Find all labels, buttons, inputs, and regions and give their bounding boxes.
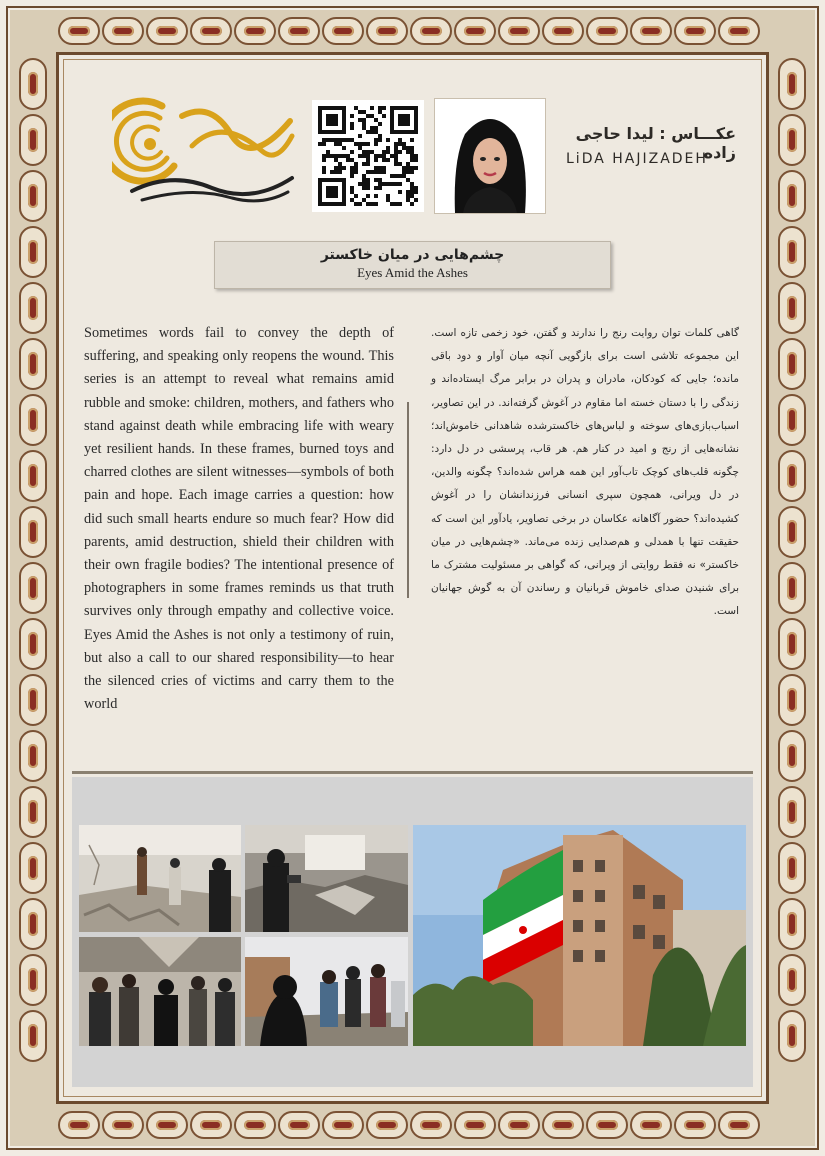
ornament-cartouche bbox=[778, 562, 806, 614]
ornament-cartouche bbox=[19, 842, 47, 894]
ornament-cartouche bbox=[778, 506, 806, 558]
ornament-cartouche bbox=[19, 338, 47, 390]
ornament-cartouche bbox=[778, 58, 806, 110]
ornament-cartouche bbox=[542, 1111, 584, 1139]
ornament-cartouche bbox=[718, 1111, 760, 1139]
ornament-cartouche bbox=[778, 730, 806, 782]
ornament-cartouche bbox=[778, 338, 806, 390]
ornament-cartouche bbox=[778, 226, 806, 278]
ornament-cartouche bbox=[498, 1111, 540, 1139]
photo-crowd-street bbox=[79, 937, 241, 1046]
ornament-cartouche bbox=[674, 1111, 716, 1139]
photo-interior-damage bbox=[79, 825, 241, 932]
column-divider bbox=[407, 402, 409, 598]
ornament-cartouche bbox=[19, 954, 47, 1006]
ornament-cartouche bbox=[366, 17, 408, 45]
photo-building-flag bbox=[413, 825, 746, 1046]
photo-rubble-room bbox=[245, 825, 408, 932]
ornament-cartouche bbox=[778, 1010, 806, 1062]
ornament-cartouche bbox=[19, 506, 47, 558]
ornament-cartouche bbox=[19, 562, 47, 614]
ornament-cartouche bbox=[58, 1111, 100, 1139]
ornament-cartouche bbox=[19, 282, 47, 334]
ornament-cartouche bbox=[778, 170, 806, 222]
ornament-cartouche bbox=[322, 1111, 364, 1139]
ornament-cartouche bbox=[19, 618, 47, 670]
body-text-en: Sometimes words fail to convey the depth of suffering, and speaking only reopens the wound. This series is an attempt to reveal what remains amid rubble and smoke: children, mothers, and fathers who stand against death while embracing life with weary yet resilient hands. In these frames, burned toys and charred clothes are silent witnesses—symbols of both pain and hope. Each image carries a question: how did such small hearts endure so much fear? How did parents, amid destruction, shield their children with their own fragile bodies? The intentional presence of photographers in some frames reminds us that truth survives only through empathy and collective voice. Eyes Amid the Ashes is not only a testimony of ruin, but also a call to our shared responsibility—to hear the silenced cries of victims and carry them to the world bbox=[84, 325, 394, 713]
ornament-cartouche bbox=[278, 1111, 320, 1139]
ornament-cartouche bbox=[542, 17, 584, 45]
ornament-cartouche bbox=[19, 674, 47, 726]
ornament-cartouche bbox=[778, 954, 806, 1006]
border-ornament-bottom bbox=[58, 1111, 760, 1139]
ornament-cartouche bbox=[778, 842, 806, 894]
ornament-cartouche bbox=[19, 394, 47, 446]
ornament-cartouche bbox=[19, 730, 47, 782]
title-en: Eyes Amid the Ashes bbox=[357, 265, 468, 280]
ornament-cartouche bbox=[19, 114, 47, 166]
ornament-cartouche bbox=[410, 1111, 452, 1139]
photographer-name-fa: عکـــاس : لیدا حاجی زاده bbox=[575, 124, 736, 162]
ornament-cartouche bbox=[19, 226, 47, 278]
ornament-cartouche bbox=[19, 58, 47, 110]
ornament-cartouche bbox=[19, 1010, 47, 1062]
ornament-cartouche bbox=[19, 170, 47, 222]
ornament-cartouche bbox=[278, 17, 320, 45]
ornament-cartouche bbox=[586, 17, 628, 45]
photographer-portrait bbox=[434, 98, 546, 214]
ornament-cartouche bbox=[102, 1111, 144, 1139]
title-box bbox=[214, 241, 611, 289]
body-text-fa: گاهی کلمات توان روایت رنج را ندارند و گفتن، خود زخمی تازه است. این مجموعه تلاشی است برای بازگویی آنچه میان آوار و دود باقی مانده؛ جایی که کودکان، مادران و پدران در برابر مرگ ایستاده‌اند و زندگی را با دستان خسته اما مقاوم در آغوش گرفته‌اند. در این تصاویر، اسباب‌بازی‌های سوخته و لباس‌های خاکسترشده شاهدانی خاموش‌اند؛ نشانه‌هایی از رنج و امید در کنار هم. هر قاب، پرسشی در دل دارد: چگونه قلب‌های کوچک تاب‌آور این همه هراس شده‌اند؟ چگونه والدین، در دل ویرانی، همچون سپری انسانی فرزندانشان را در آغوش کشیده‌اند؟ حضور آگاهانه عکاسان در برخی تصاویر، یادآور این است که حقیقت تنها با همدلی و هم‌صدایی زنده می‌ماند. «چشم‌هایی در میان خاکستر» نه فقط روایتی از ویرانی، که گواهی بر مسئولیت مشترک ما برای شنیدن صدای خاموش قربانیان و رساندن آن به گوش جهانیان است. bbox=[431, 327, 739, 618]
ornament-cartouche bbox=[778, 618, 806, 670]
ornament-cartouche bbox=[234, 1111, 276, 1139]
ornament-cartouche bbox=[19, 786, 47, 838]
ornament-cartouche bbox=[778, 114, 806, 166]
border-ornament-top bbox=[58, 17, 760, 45]
ornament-cartouche bbox=[454, 1111, 496, 1139]
ornament-cartouche bbox=[234, 17, 276, 45]
ornament-cartouche bbox=[778, 898, 806, 950]
ornament-cartouche bbox=[454, 17, 496, 45]
gallery-separator bbox=[72, 771, 753, 774]
ornament-cartouche bbox=[146, 17, 188, 45]
ornament-cartouche bbox=[630, 1111, 672, 1139]
qr-code[interactable] bbox=[312, 100, 424, 212]
ornament-cartouche bbox=[718, 17, 760, 45]
ornament-cartouche bbox=[586, 1111, 628, 1139]
photo-gallery bbox=[72, 777, 753, 1087]
ornament-cartouche bbox=[630, 17, 672, 45]
ornament-cartouche bbox=[19, 898, 47, 950]
ornament-cartouche bbox=[366, 1111, 408, 1139]
ornament-cartouche bbox=[778, 394, 806, 446]
title-fa: چشم‌هایی در میان خاکستر bbox=[320, 247, 505, 263]
ornament-cartouche bbox=[146, 1111, 188, 1139]
ornament-cartouche bbox=[498, 17, 540, 45]
ornament-cartouche bbox=[778, 786, 806, 838]
ornament-cartouche bbox=[410, 17, 452, 45]
ornament-cartouche bbox=[190, 1111, 232, 1139]
ornament-cartouche bbox=[190, 17, 232, 45]
photo-photographers bbox=[245, 937, 408, 1046]
ornament-cartouche bbox=[322, 17, 364, 45]
photographer-name-en: LiDA HAJIZADEH bbox=[566, 151, 708, 167]
ornament-cartouche bbox=[102, 17, 144, 45]
ornament-cartouche bbox=[19, 450, 47, 502]
ornament-cartouche bbox=[778, 674, 806, 726]
border-ornament-right bbox=[778, 58, 806, 1062]
ornament-cartouche bbox=[778, 450, 806, 502]
ornament-cartouche bbox=[58, 17, 100, 45]
ornament-cartouche bbox=[778, 282, 806, 334]
daralfonoon-logo bbox=[112, 96, 298, 206]
ornament-cartouche bbox=[674, 17, 716, 45]
border-ornament-left bbox=[19, 58, 47, 1062]
